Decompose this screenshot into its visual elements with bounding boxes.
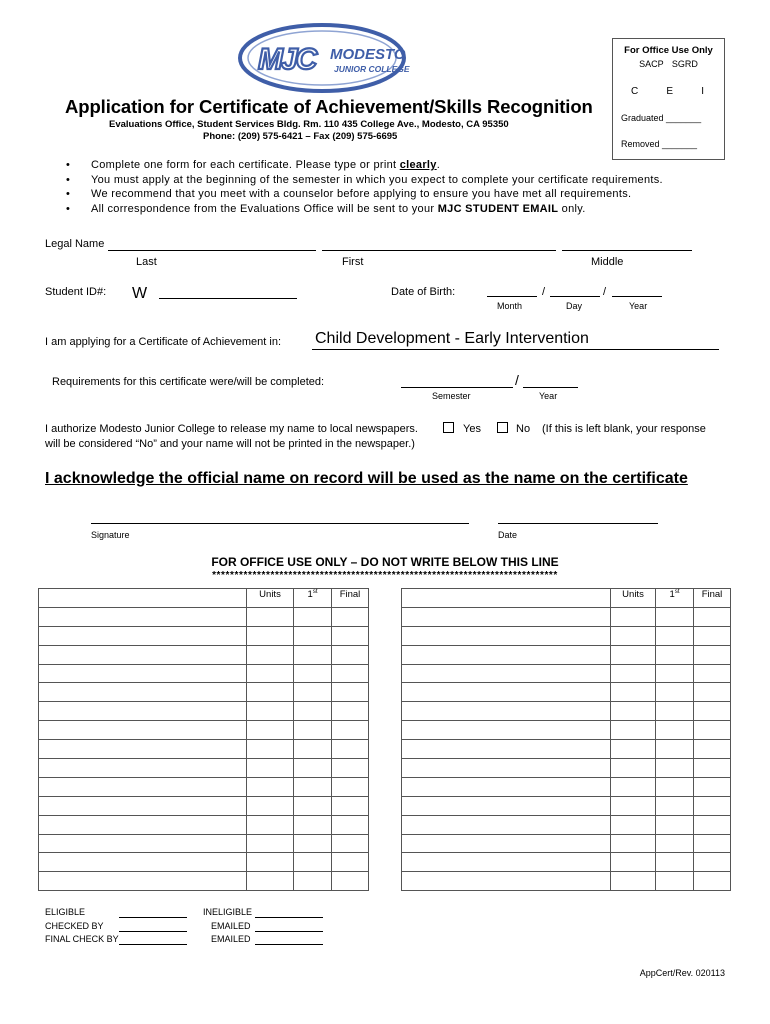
table-cell[interactable] <box>39 683 247 702</box>
address-line-1: Evaluations Office, Student Services Bldg. Rm. 110 435 College Ave., Modesto, CA 95350 <box>109 119 509 130</box>
table-cell[interactable] <box>611 664 656 683</box>
yes-checkbox[interactable] <box>443 422 454 433</box>
table-cell[interactable] <box>332 796 369 815</box>
table-cell[interactable] <box>294 872 332 891</box>
eligible-label: ELIGIBLE <box>45 907 86 917</box>
table-cell[interactable] <box>332 683 369 702</box>
office-cei-row <box>631 86 704 97</box>
table-cell[interactable] <box>694 853 731 872</box>
table-cell[interactable] <box>332 740 369 759</box>
table-row <box>402 777 731 796</box>
table-header-row <box>39 589 369 608</box>
table-cell[interactable] <box>402 607 611 626</box>
table-cell[interactable] <box>294 721 332 740</box>
table-cell[interactable] <box>332 664 369 683</box>
student-id-value: W <box>132 285 148 302</box>
semester-label: Semester <box>432 391 471 401</box>
emailed-label-1: EMAILED <box>211 921 251 931</box>
dob-day-label: Day <box>566 301 583 311</box>
table-cell[interactable] <box>247 872 294 891</box>
requirements-semester-field[interactable] <box>401 387 513 388</box>
table-cell[interactable] <box>402 626 611 645</box>
table-cell[interactable] <box>402 702 611 721</box>
table-row <box>402 815 731 834</box>
table-cell[interactable] <box>247 796 294 815</box>
table-cell[interactable] <box>611 607 656 626</box>
table-cell[interactable] <box>656 664 694 683</box>
yes-label: Yes <box>463 423 481 435</box>
mjc-logo <box>238 22 416 94</box>
final-check-by-field[interactable] <box>119 944 187 945</box>
table-cell[interactable] <box>402 834 611 853</box>
table-cell[interactable] <box>294 702 332 721</box>
table-cell[interactable] <box>39 815 247 834</box>
middle-label: Middle <box>591 256 624 268</box>
table-row <box>39 740 369 759</box>
svg-text:MJC: MJC <box>258 43 316 76</box>
table-cell[interactable] <box>402 777 611 796</box>
table-row <box>39 815 369 834</box>
table-cell[interactable] <box>332 853 369 872</box>
office-use-heading: FOR OFFICE USE ONLY – DO NOT WRITE BELOW THIS LINE <box>211 555 559 569</box>
table-cell[interactable] <box>694 664 731 683</box>
checked-by-label: CHECKED BY <box>45 921 104 931</box>
table-cell[interactable] <box>332 721 369 740</box>
table-cell[interactable] <box>656 645 694 664</box>
certificate-label: I am applying for a Certificate of Achievement in: <box>45 336 282 348</box>
table-cell[interactable] <box>332 815 369 834</box>
dob-year-field[interactable] <box>612 296 662 297</box>
table-cell[interactable] <box>39 834 247 853</box>
office-e: E <box>666 86 674 97</box>
table-cell[interactable] <box>656 740 694 759</box>
ineligible-label: INELIGIBLE <box>203 907 253 917</box>
date-field[interactable] <box>498 523 658 524</box>
table-cell[interactable] <box>39 626 247 645</box>
table-cell[interactable] <box>39 645 247 664</box>
table-row <box>39 702 369 721</box>
no-checkbox[interactable] <box>497 422 508 433</box>
table-cell[interactable] <box>402 853 611 872</box>
table-cell[interactable] <box>694 607 731 626</box>
table-cell[interactable] <box>402 740 611 759</box>
authorize-note-1: (If this is left blank, your response <box>542 423 706 435</box>
table-row <box>39 853 369 872</box>
table-cell[interactable] <box>611 796 656 815</box>
table-cell[interactable] <box>332 607 369 626</box>
table-cell[interactable] <box>294 777 332 796</box>
table-cell[interactable] <box>656 796 694 815</box>
office-use-box <box>612 38 725 160</box>
table-cell[interactable] <box>656 626 694 645</box>
table-row <box>39 796 369 815</box>
table-cell[interactable] <box>247 740 294 759</box>
table-cell[interactable] <box>611 872 656 891</box>
table-cell[interactable] <box>39 759 247 778</box>
office-table-left <box>38 588 369 891</box>
table-row <box>39 834 369 853</box>
table-cell[interactable] <box>332 777 369 796</box>
acknowledge-statement: I acknowledge the official name on record will be used as the name on the certificate <box>45 470 688 487</box>
table-cell[interactable] <box>402 872 611 891</box>
table-row <box>402 853 731 872</box>
dob-month-label: Month <box>497 301 523 311</box>
table-row <box>402 683 731 702</box>
student-id-label: Student ID#: <box>45 286 107 298</box>
table-cell[interactable] <box>294 645 332 664</box>
authorize-text: I authorize Modesto Junior College to release my name to local newspapers. <box>45 423 418 435</box>
table-cell[interactable] <box>611 834 656 853</box>
first-header: 1st <box>656 589 694 608</box>
table-cell[interactable] <box>611 702 656 721</box>
dob-label: Date of Birth: <box>391 286 456 298</box>
table-cell[interactable] <box>247 815 294 834</box>
svg-text:MODESTO: MODESTO <box>330 46 406 63</box>
last-label: Last <box>136 256 157 268</box>
instruction-item: • We recommend that you meet with a counselor before applying to ensure you have met all requirements. <box>66 188 663 203</box>
table-cell[interactable] <box>294 815 332 834</box>
office-use-title: For Office Use Only <box>624 45 713 56</box>
legal-name-middle-field[interactable] <box>562 250 692 251</box>
signature-field[interactable] <box>91 523 469 524</box>
emailed-field-2[interactable] <box>255 944 323 945</box>
table-row <box>39 683 369 702</box>
legal-name-first-field[interactable] <box>322 250 556 251</box>
student-id-field[interactable] <box>159 298 297 299</box>
table-cell[interactable] <box>694 796 731 815</box>
table-cell[interactable] <box>39 796 247 815</box>
address-line-2: Phone: (209) 575-6421 – Fax (209) 575-6695 <box>203 131 398 142</box>
table-row <box>402 872 731 891</box>
emailed-label-2: EMAILED <box>211 934 251 944</box>
table-cell[interactable] <box>247 664 294 683</box>
certificate-value: Child Development - Early Intervention <box>315 330 589 347</box>
table-row <box>402 796 731 815</box>
table-cell[interactable] <box>611 683 656 702</box>
table-cell[interactable] <box>39 702 247 721</box>
instruction-item: • Complete one form for each certificate. Please type or print clearly. <box>66 159 663 174</box>
checked-by-field[interactable] <box>119 931 187 932</box>
table-cell[interactable] <box>694 834 731 853</box>
table-row <box>39 626 369 645</box>
instruction-item: • All correspondence from the Evaluations Office will be sent to your MJC STUDENT EMAIL only. <box>66 203 663 218</box>
units-header: Units <box>247 589 294 608</box>
dob-year-label: Year <box>629 301 648 311</box>
table-cell[interactable] <box>694 683 731 702</box>
table-cell[interactable] <box>247 834 294 853</box>
table-cell[interactable] <box>611 645 656 664</box>
table-cell[interactable] <box>294 834 332 853</box>
table-row <box>39 645 369 664</box>
no-label: No <box>516 423 531 435</box>
table-row <box>39 664 369 683</box>
table-cell[interactable] <box>694 645 731 664</box>
certificate-field[interactable] <box>312 349 719 350</box>
table-row <box>402 759 731 778</box>
eligible-field[interactable] <box>119 917 187 918</box>
table-cell[interactable] <box>611 740 656 759</box>
table-cell[interactable] <box>611 626 656 645</box>
table-cell[interactable] <box>611 777 656 796</box>
table-cell[interactable] <box>694 721 731 740</box>
stars-divider: ***************************************************************************** <box>212 570 558 581</box>
first-header: 1st <box>294 589 332 608</box>
instruction-item: • You must apply at the beginning of the semester in which you expect to complete your certificate requirements. <box>66 174 663 189</box>
table-cell[interactable] <box>294 607 332 626</box>
table-cell[interactable] <box>39 872 247 891</box>
table-cell[interactable] <box>294 853 332 872</box>
legal-name-last-field[interactable] <box>108 250 316 251</box>
dob-month-field[interactable] <box>487 296 537 297</box>
table-cell[interactable] <box>247 853 294 872</box>
date-label: Date <box>498 530 518 540</box>
table-cell[interactable] <box>332 834 369 853</box>
table-cell[interactable] <box>39 740 247 759</box>
table-cell[interactable] <box>39 664 247 683</box>
table-row <box>402 626 731 645</box>
dob-day-field[interactable] <box>550 296 600 297</box>
table-cell[interactable] <box>402 721 611 740</box>
office-i: I <box>701 86 704 97</box>
table-header-row <box>402 589 731 608</box>
table-cell[interactable] <box>611 815 656 834</box>
table-cell[interactable] <box>402 645 611 664</box>
table-cell[interactable] <box>294 683 332 702</box>
table-cell[interactable] <box>247 683 294 702</box>
table-cell[interactable] <box>611 759 656 778</box>
emailed-field-1[interactable] <box>255 931 323 932</box>
table-cell[interactable] <box>39 721 247 740</box>
table-row <box>39 759 369 778</box>
table-cell[interactable] <box>247 645 294 664</box>
table-row <box>402 740 731 759</box>
table-row <box>402 607 731 626</box>
table-cell[interactable] <box>39 777 247 796</box>
table-row <box>402 645 731 664</box>
table-cell[interactable] <box>247 626 294 645</box>
table-cell[interactable] <box>247 702 294 721</box>
instructions-list <box>66 159 663 217</box>
table-row <box>39 721 369 740</box>
office-codes: SACP SGRD <box>639 59 698 69</box>
revision-label: AppCert/Rev. 020113 <box>639 968 725 978</box>
table-cell[interactable] <box>694 872 731 891</box>
signature-label: Signature <box>91 530 130 540</box>
table-row <box>402 664 731 683</box>
table-cell[interactable] <box>332 702 369 721</box>
table-cell[interactable] <box>294 740 332 759</box>
office-c: C <box>631 86 639 97</box>
svg-text:JUNIOR COLLEGE: JUNIOR COLLEGE <box>334 64 410 74</box>
year-label: Year <box>539 391 558 401</box>
table-cell[interactable] <box>294 664 332 683</box>
office-removed: Removed _______ <box>621 139 698 149</box>
table-cell[interactable] <box>402 796 611 815</box>
requirements-year-field[interactable] <box>523 387 578 388</box>
units-header: Units <box>611 589 656 608</box>
course-header-cell <box>402 589 611 608</box>
table-cell[interactable] <box>402 683 611 702</box>
table-cell[interactable] <box>294 759 332 778</box>
table-cell[interactable] <box>39 607 247 626</box>
table-cell[interactable] <box>656 853 694 872</box>
final-check-by-label: FINAL CHECK BY <box>45 934 119 944</box>
requirements-label: Requirements for this certificate were/will be completed: <box>52 376 325 388</box>
table-cell[interactable] <box>332 645 369 664</box>
table-cell[interactable] <box>656 683 694 702</box>
table-row <box>39 872 369 891</box>
table-cell[interactable] <box>332 872 369 891</box>
table-cell[interactable] <box>611 853 656 872</box>
table-cell[interactable] <box>656 872 694 891</box>
table-row <box>402 702 731 721</box>
table-cell[interactable] <box>694 740 731 759</box>
table-cell[interactable] <box>332 626 369 645</box>
table-cell[interactable] <box>611 721 656 740</box>
table-cell[interactable] <box>656 702 694 721</box>
table-cell[interactable] <box>694 777 731 796</box>
table-cell[interactable] <box>39 853 247 872</box>
table-cell[interactable] <box>294 796 332 815</box>
office-table-right <box>401 588 731 891</box>
table-cell[interactable] <box>656 721 694 740</box>
table-cell[interactable] <box>656 815 694 834</box>
table-cell[interactable] <box>402 815 611 834</box>
final-header: Final <box>332 589 369 608</box>
table-cell[interactable] <box>247 759 294 778</box>
table-cell[interactable] <box>694 759 731 778</box>
table-cell[interactable] <box>332 759 369 778</box>
table-cell[interactable] <box>247 607 294 626</box>
first-label: First <box>342 256 364 268</box>
table-row <box>39 777 369 796</box>
table-cell[interactable] <box>402 664 611 683</box>
office-graduated: Graduated _______ <box>621 113 702 123</box>
table-row <box>402 721 731 740</box>
table-row <box>402 834 731 853</box>
table-cell[interactable] <box>247 721 294 740</box>
table-cell[interactable] <box>656 607 694 626</box>
table-cell[interactable] <box>656 759 694 778</box>
table-cell[interactable] <box>694 702 731 721</box>
table-cell[interactable] <box>656 834 694 853</box>
course-header-cell <box>39 589 247 608</box>
final-header: Final <box>694 589 731 608</box>
ineligible-field[interactable] <box>255 917 323 918</box>
authorize-note-2: will be considered “No” and your name will not be printed in the newspaper.) <box>45 438 415 450</box>
table-row <box>39 607 369 626</box>
table-cell[interactable] <box>694 815 731 834</box>
table-cell[interactable] <box>656 777 694 796</box>
table-cell[interactable] <box>294 626 332 645</box>
legal-name-label: Legal Name <box>45 238 105 250</box>
table-cell[interactable] <box>247 777 294 796</box>
form-title: Application for Certificate of Achievement/Skills Recognition <box>65 96 593 117</box>
table-cell[interactable] <box>402 759 611 778</box>
table-cell[interactable] <box>694 626 731 645</box>
